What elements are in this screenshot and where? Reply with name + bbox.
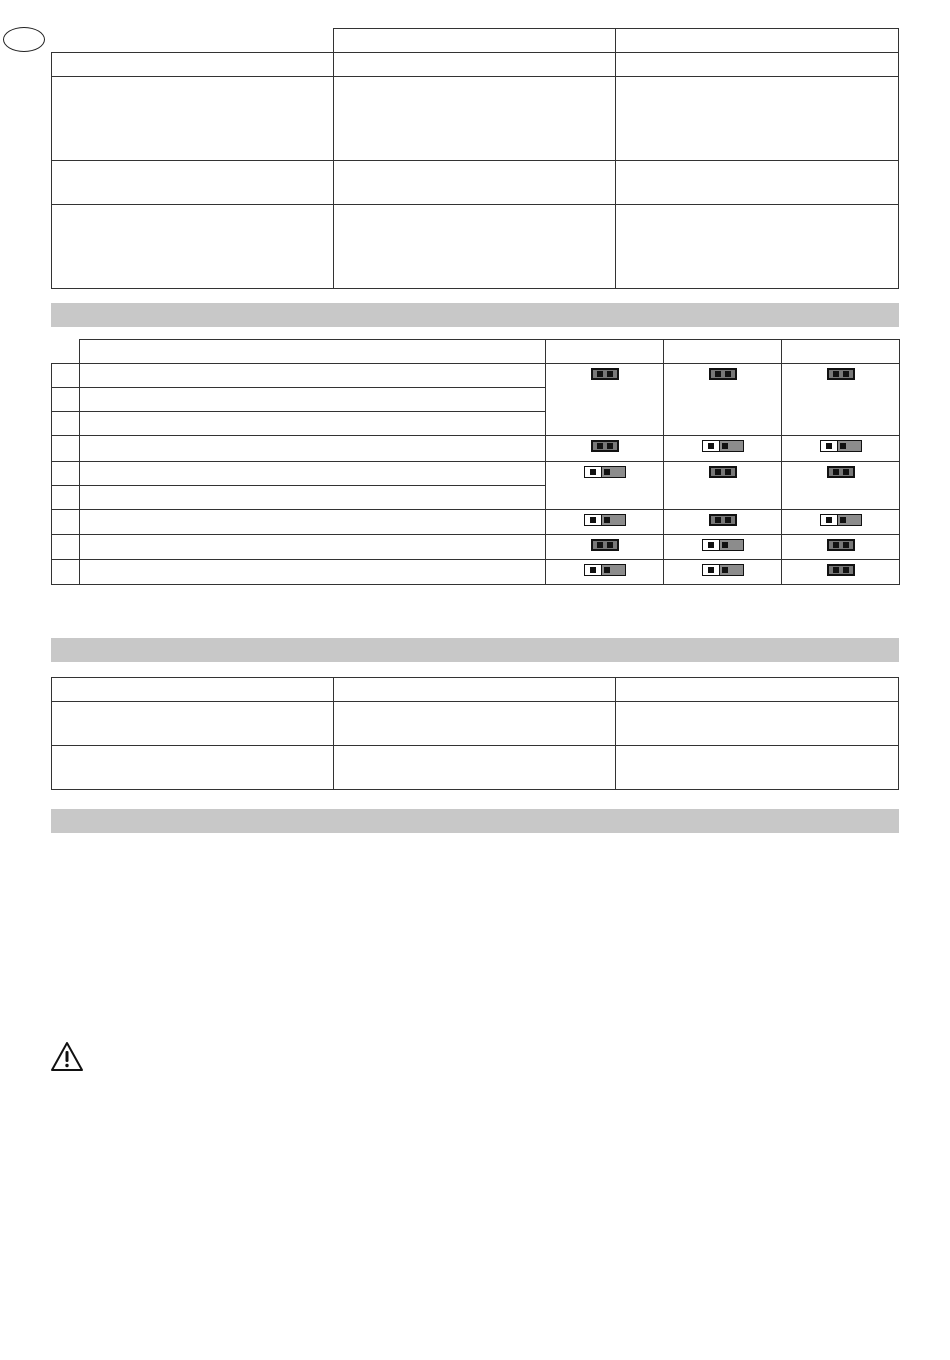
- jumper-cell: [782, 510, 900, 535]
- jumper-closed-icon: [591, 440, 619, 452]
- table-cell: [616, 53, 899, 77]
- table-cell: [616, 161, 899, 205]
- jumper-cell: [782, 364, 900, 436]
- table-header-cell: [616, 678, 899, 702]
- table-row: [52, 535, 900, 560]
- jumper-closed-icon: [709, 368, 737, 380]
- table-header-cell: [80, 340, 546, 364]
- table-cell: [80, 412, 546, 436]
- table-cell: [334, 77, 616, 161]
- table-cell: [80, 486, 546, 510]
- table-row: [52, 746, 899, 790]
- jumper-open-icon: [820, 514, 862, 526]
- jumper-cell: [546, 560, 664, 585]
- jumper-cell: [782, 535, 900, 560]
- jumper-open-icon: [584, 514, 626, 526]
- warning-triangle-icon: [50, 1041, 84, 1072]
- table-header-cell: [782, 340, 900, 364]
- jumper-closed-icon: [709, 466, 737, 478]
- jumper-cell: [782, 560, 900, 585]
- jumper-closed-icon: [591, 368, 619, 380]
- table-cell: [80, 510, 546, 535]
- table-cell: [80, 462, 546, 486]
- table-row: [52, 462, 900, 486]
- table-cell: [334, 746, 616, 790]
- table-cell: [80, 364, 546, 388]
- jumper-cell: [664, 436, 782, 462]
- table-cell: [616, 702, 899, 746]
- table-header-cell: [546, 340, 664, 364]
- jumper-cell: [546, 364, 664, 436]
- top-spec-table: [51, 28, 899, 289]
- row-number-cell: [52, 412, 80, 436]
- jumper-settings-table: [51, 339, 900, 585]
- table-cell: [80, 535, 546, 560]
- jumper-closed-icon: [827, 368, 855, 380]
- jumper-closed-icon: [709, 514, 737, 526]
- jumper-cell: [546, 535, 664, 560]
- table-cell: [52, 746, 334, 790]
- table-cell: [616, 205, 899, 289]
- table-row: [52, 53, 899, 77]
- jumper-closed-icon: [827, 539, 855, 551]
- row-number-cell: [52, 486, 80, 510]
- jumper-closed-icon: [591, 539, 619, 551]
- section-header-band: [51, 638, 899, 662]
- section-header-band: [51, 809, 899, 833]
- table-header-cell: [334, 678, 616, 702]
- jumper-open-icon: [702, 440, 744, 452]
- table-row: [52, 205, 899, 289]
- table-header-cell: [52, 678, 334, 702]
- table-cell: [52, 77, 334, 161]
- table-cell: [52, 340, 80, 364]
- jumper-cell: [664, 510, 782, 535]
- jumper-open-icon: [702, 539, 744, 551]
- table-cell: [334, 702, 616, 746]
- row-number-cell: [52, 510, 80, 535]
- table-header-row: [52, 340, 900, 364]
- table-cell: [52, 53, 334, 77]
- table-cell: [616, 77, 899, 161]
- table-cell: [80, 560, 546, 585]
- table-cell: [80, 388, 546, 412]
- table-cell: [80, 436, 546, 462]
- table-cell: [616, 746, 899, 790]
- jumper-open-icon: [820, 440, 862, 452]
- jumper-open-icon: [584, 564, 626, 576]
- table-cell: [334, 205, 616, 289]
- table-header-cell: [664, 340, 782, 364]
- row-number-cell: [52, 364, 80, 388]
- jumper-cell: [546, 462, 664, 510]
- jumper-cell: [782, 436, 900, 462]
- table-row: [52, 77, 899, 161]
- jumper-open-icon: [584, 466, 626, 478]
- jumper-cell: [664, 364, 782, 436]
- row-number-cell: [52, 535, 80, 560]
- section-header-band: [51, 303, 899, 327]
- table-row: [52, 702, 899, 746]
- table-row: [52, 436, 900, 462]
- table-row: [52, 161, 899, 205]
- jumper-open-icon: [702, 564, 744, 576]
- table-cell: [334, 53, 616, 77]
- lower-spec-table: [51, 677, 899, 790]
- table-row: [52, 560, 900, 585]
- jumper-cell: [782, 462, 900, 510]
- jumper-cell: [664, 535, 782, 560]
- table-header-row: [52, 29, 899, 53]
- jumper-cell: [664, 560, 782, 585]
- jumper-cell: [664, 462, 782, 510]
- table-row: [52, 364, 900, 388]
- table-header-cell: [334, 29, 616, 53]
- row-number-cell: [52, 462, 80, 486]
- jumper-cell: [546, 436, 664, 462]
- jumper-closed-icon: [827, 564, 855, 576]
- jumper-cell: [546, 510, 664, 535]
- table-cell: [334, 161, 616, 205]
- row-number-cell: [52, 388, 80, 412]
- table-cell: [52, 161, 334, 205]
- language-badge: [3, 27, 45, 52]
- table-cell: [52, 29, 334, 53]
- row-number-cell: [52, 560, 80, 585]
- table-row: [52, 510, 900, 535]
- row-number-cell: [52, 436, 80, 462]
- table-cell: [52, 702, 334, 746]
- table-header-cell: [616, 29, 899, 53]
- table-cell: [52, 205, 334, 289]
- table-header-row: [52, 678, 899, 702]
- jumper-closed-icon: [827, 466, 855, 478]
